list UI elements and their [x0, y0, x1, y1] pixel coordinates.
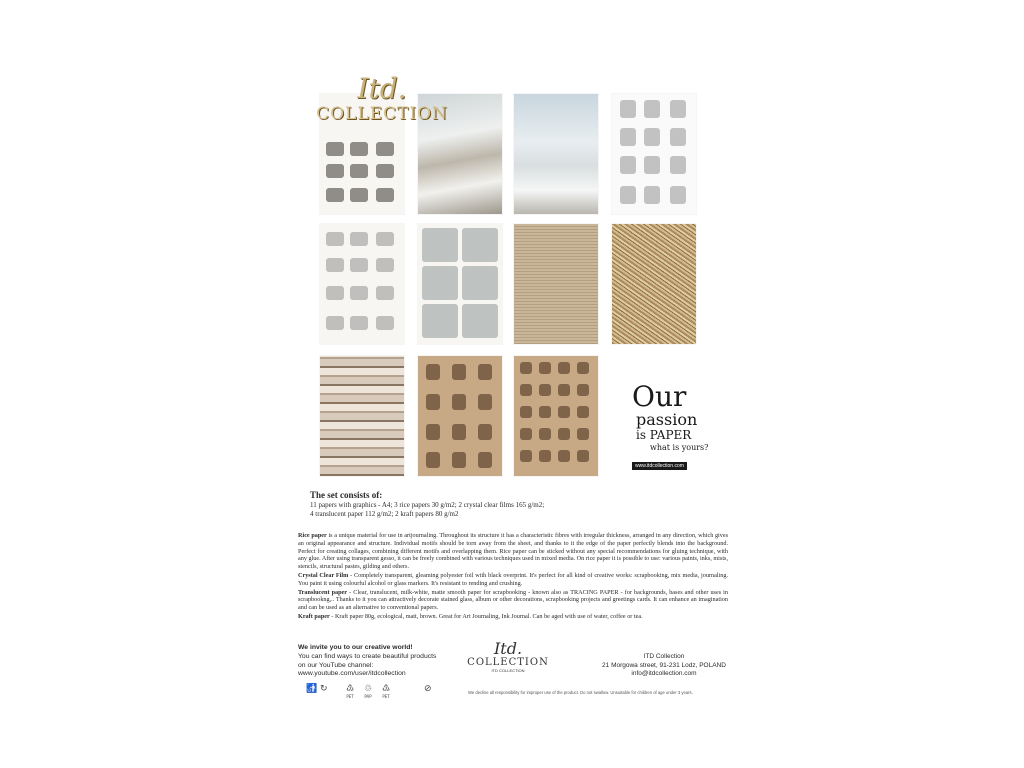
paper-tile-kraft-animals-1 [418, 356, 502, 476]
rice-paper-paragraph [298, 532, 728, 571]
tidy-man-icon: 🚮 [306, 684, 318, 694]
logo-collection-text: COLLECTION [316, 104, 448, 124]
footer-logo-itd: Itd. [493, 639, 523, 658]
invite-heading: We invite you to our creative world! [298, 644, 413, 651]
kraft-text: - Kraft paper 80g, ecological, matt, brown. Great for Art Journaling, Ink Journal. Can be aged with use of water, coffee or tea. [329, 612, 643, 620]
footer [298, 639, 728, 706]
paper-tile-farm-animals-sketch [612, 94, 696, 214]
slogan-passion: passion [636, 410, 698, 429]
youtube-link[interactable]: www.youtube.com/user/itdcollection [298, 670, 406, 678]
slogan-url[interactable]: www.itdcollection.com [632, 462, 687, 470]
kraft-paragraph [298, 613, 728, 621]
age-warning-icon: ⊘ [424, 684, 432, 694]
product-sheet [292, 72, 732, 706]
recycle-pet-label: PET [346, 694, 354, 699]
translucent-text: - Clear, translucent, milk-white, matte smooth paper for scrapbooking - known also as TRACING PAPER - for backgrounds, bases and other uses in scrapbookng,.. Thanks to it you can attractively decorate stained glass, album or other decorations, scrapbooking projects and greetings cards. It can enhance an imagination and can be used as an alternative to conventional papers. [298, 588, 728, 612]
set-line-2: 4 translucent paper 112 g/m2; 2 kraft papers 80 g/m2 [310, 509, 459, 518]
company-address [594, 653, 734, 679]
kraft-title: Kraft paper [298, 612, 330, 620]
footer-logo-sub: ITD COLLECTION [491, 668, 525, 673]
street-address: 21 Morgowa street, 91-231 Lodz, POLAND [602, 661, 726, 669]
set-contents [310, 490, 710, 518]
paper-tile-kraft-animals-2 [514, 356, 598, 476]
recycle-pet-2-label: PET [382, 694, 390, 699]
cycle-icon: ↻ [320, 684, 328, 694]
invite-line-2: You can find ways to create beautiful products [298, 652, 437, 660]
recycling-icons [306, 684, 456, 704]
crystal-film-text: - Completely transparent, gleaming polyester foil with black overprint. It's perfect for all kind of creative works: scrapbooking, mix media, journaling. You paint it using colourful alcohol or glass markers. It's resistant to rending and crushing. [298, 571, 728, 587]
recycle-pap-label: PAP [364, 694, 372, 699]
paper-tile-straw [612, 224, 696, 344]
itd-collection-logo [312, 74, 452, 132]
slogan-what-is-yours: what is yours? [650, 443, 709, 452]
rice-paper-title: Rice paper [298, 532, 327, 539]
company-name: ITD Collection [643, 653, 685, 660]
paper-tile-winter-tree [514, 94, 598, 214]
paper-descriptions [298, 532, 728, 622]
paper-tile-wood-planks [320, 356, 404, 476]
translucent-title: Translucent paper [298, 588, 348, 596]
crystal-film-paragraph [298, 572, 728, 588]
translucent-paragraph [298, 589, 728, 612]
set-heading: The set consists of: [310, 490, 383, 500]
recycle-pap-icon: ♲ PAP [364, 684, 373, 699]
crystal-film-title: Crystal Clear Film [298, 571, 349, 579]
invite-block [298, 644, 468, 679]
paper-tile-cottage-sketches [320, 224, 404, 344]
slogan-is-paper: is PAPER [636, 428, 692, 442]
recycle-pet-2-icon: ♳ PET [382, 684, 391, 699]
invite-line-3: on our YouTube channel: [298, 661, 374, 669]
passion-slogan [632, 382, 712, 472]
logo-itd-text: Itd. [357, 72, 407, 105]
email-link[interactable]: info@itdcollection.com [631, 670, 697, 677]
footer-logo-collection: COLLECTION [467, 657, 549, 668]
rice-paper-text: is a unique material for use in artjournaling. Throughout its structure it has a characteristic fibres with irregular thickness, arranged in any direction, which gives an original appearance and structure. Individual motifs should be torn away from the sheet, and thanks to it the edge of the paper perfectly blends into the background. Perfect for creating collages, combining different motifs and overlapping them. Rice paper can be sticked without any special recommendations for gluing technique, with any glue. After using transparent gesso, it can be freely combined with various techniques used in mixed media. On rice paper it is possible to use: various paints, inks, mists, stencils, structural pastes, gilding and others. [298, 532, 729, 571]
paper-tile-burlap [514, 224, 598, 344]
footer-logo [458, 640, 558, 673]
disclaimer: We decline all responsibility for improper use of the product. Do not swallow. Unsuitable for children of age under 3 years. [468, 690, 693, 695]
recycle-pet-icon: ♳ PET [346, 684, 355, 699]
set-line-1: 11 papers with graphics - A4; 3 rice papers 30 g/m2; 2 crystal clear films 165 g/m2; [310, 501, 545, 509]
paper-tile-winter-scenes [418, 224, 502, 344]
slogan-our: Our [632, 380, 687, 413]
